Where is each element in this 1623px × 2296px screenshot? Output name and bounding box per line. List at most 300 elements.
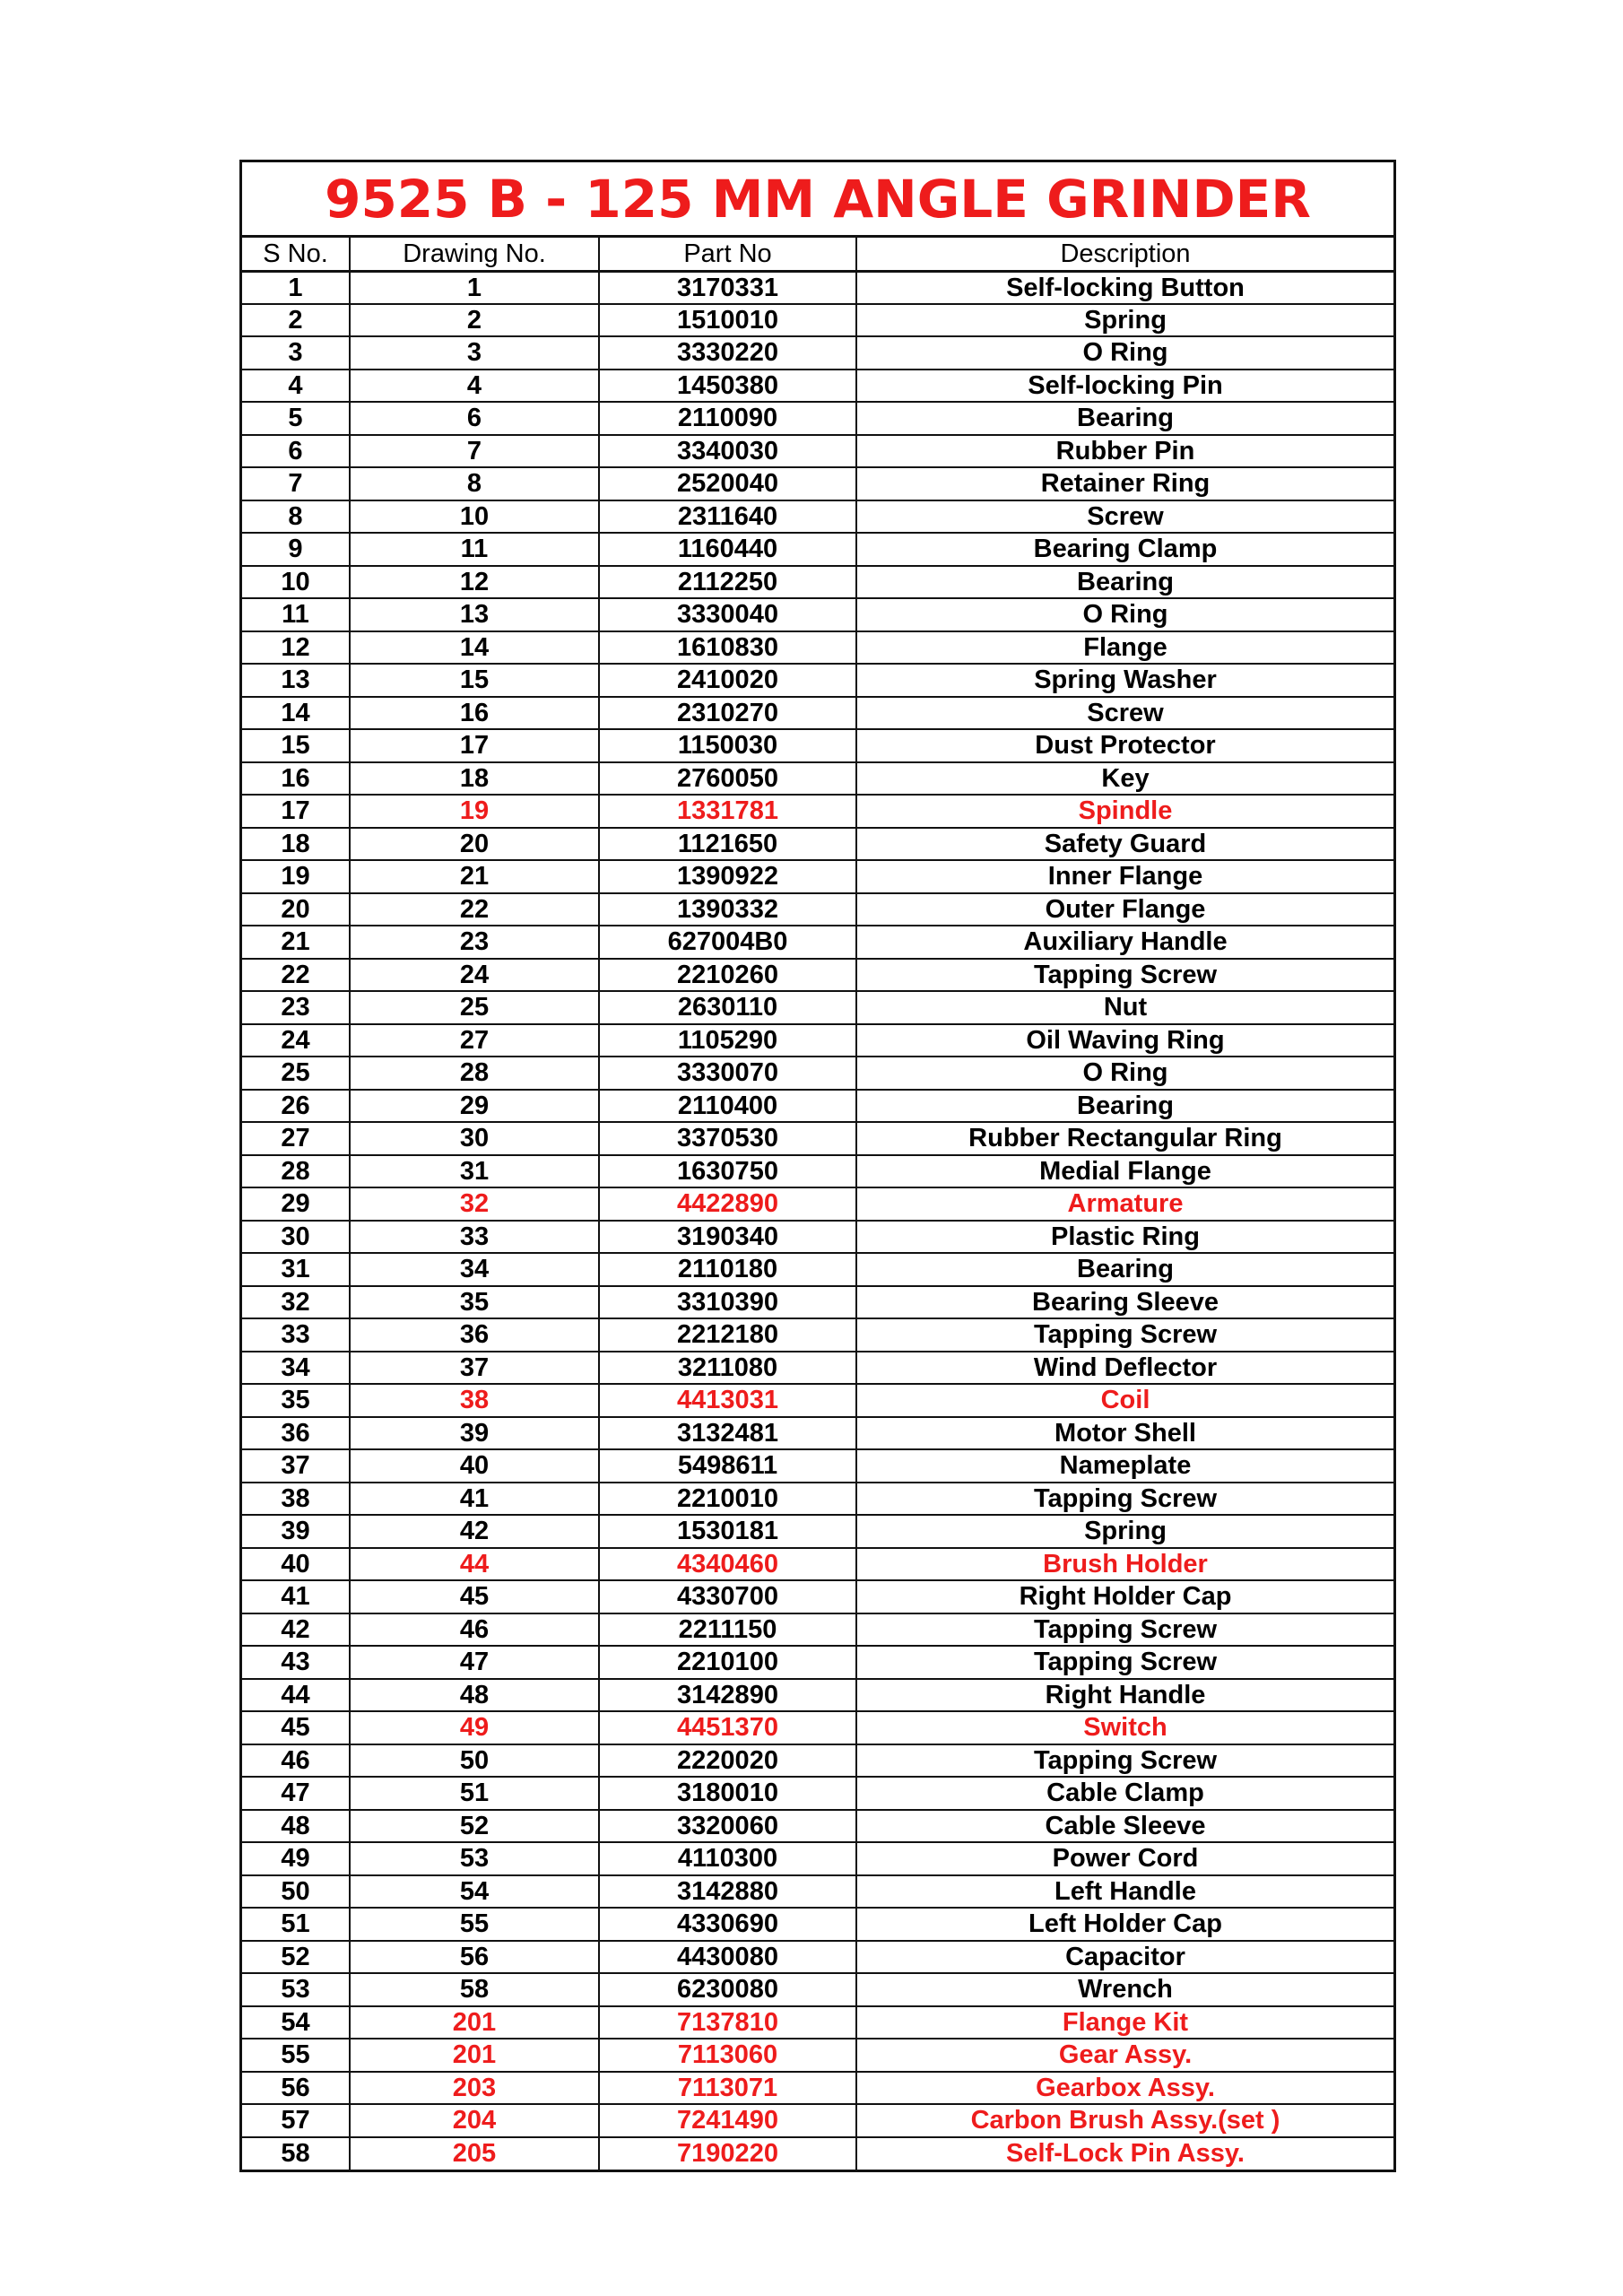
- cell-sno: 7: [242, 467, 350, 500]
- cell-sno: 15: [242, 729, 350, 762]
- cell-sno: 45: [242, 1711, 350, 1744]
- cell-sno: 21: [242, 926, 350, 959]
- cell-drawing-no: 11: [350, 533, 599, 566]
- cell-sno: 54: [242, 2006, 350, 2039]
- cell-drawing-no: 41: [350, 1483, 599, 1516]
- cell-sno: 13: [242, 664, 350, 697]
- cell-drawing-no: 47: [350, 1646, 599, 1679]
- cell-drawing-no: 36: [350, 1318, 599, 1352]
- table-row: [242, 500, 1393, 534]
- cell-sno: 6: [242, 435, 350, 468]
- table-row: [242, 893, 1393, 926]
- cell-drawing-no: 54: [350, 1875, 599, 1909]
- cell-part-no: 2110090: [599, 402, 856, 435]
- table-row: [242, 1875, 1393, 1909]
- cell-sno: 26: [242, 1090, 350, 1123]
- table-row: [242, 1973, 1393, 2006]
- table-row: [242, 1941, 1393, 1974]
- cell-drawing-no: 17: [350, 729, 599, 762]
- cell-part-no: 1630750: [599, 1155, 856, 1188]
- cell-drawing-no: 29: [350, 1090, 599, 1123]
- cell-sno: 10: [242, 566, 350, 599]
- cell-sno: 49: [242, 1842, 350, 1875]
- cell-sno: 5: [242, 402, 350, 435]
- table-row: [242, 860, 1393, 893]
- cell-description: Dust Protector: [856, 729, 1393, 762]
- cell-description: Retainer Ring: [856, 467, 1393, 500]
- cell-description: Medial Flange: [856, 1155, 1393, 1188]
- cell-part-no: 4413031: [599, 1384, 856, 1417]
- cell-part-no: 7113060: [599, 2039, 856, 2072]
- cell-drawing-no: 1: [350, 271, 599, 304]
- cell-sno: 14: [242, 697, 350, 730]
- cell-part-no: 4330690: [599, 1908, 856, 1941]
- cell-sno: 3: [242, 336, 350, 370]
- cell-part-no: 2210100: [599, 1646, 856, 1679]
- table-row: [242, 1548, 1393, 1581]
- cell-description: Bearing Sleeve: [856, 1286, 1393, 1319]
- cell-part-no: 2211150: [599, 1613, 856, 1647]
- cell-sno: 31: [242, 1253, 350, 1286]
- cell-part-no: 4451370: [599, 1711, 856, 1744]
- cell-sno: 9: [242, 533, 350, 566]
- cell-drawing-no: 10: [350, 500, 599, 534]
- table-row: [242, 631, 1393, 665]
- cell-sno: 30: [242, 1221, 350, 1254]
- cell-part-no: 3180010: [599, 1777, 856, 1810]
- cell-part-no: 4330700: [599, 1580, 856, 1613]
- cell-description: Switch: [856, 1711, 1393, 1744]
- table-row: [242, 762, 1393, 796]
- table-row: [242, 1187, 1393, 1221]
- cell-sno: 24: [242, 1024, 350, 1057]
- column-header-part-no: Part No: [599, 238, 856, 271]
- cell-drawing-no: 44: [350, 1548, 599, 1581]
- cell-drawing-no: 28: [350, 1057, 599, 1090]
- cell-sno: 55: [242, 2039, 350, 2072]
- cell-sno: 52: [242, 1941, 350, 1974]
- cell-description: O Ring: [856, 336, 1393, 370]
- cell-sno: 20: [242, 893, 350, 926]
- cell-part-no: 2630110: [599, 991, 856, 1024]
- cell-drawing-no: 12: [350, 566, 599, 599]
- cell-part-no: 3142880: [599, 1875, 856, 1909]
- cell-description: Wrench: [856, 1973, 1393, 2006]
- cell-part-no: 1450380: [599, 370, 856, 403]
- table-row: [242, 795, 1393, 828]
- cell-drawing-no: 21: [350, 860, 599, 893]
- cell-part-no: 4422890: [599, 1187, 856, 1221]
- cell-drawing-no: 16: [350, 697, 599, 730]
- table-row: [242, 1384, 1393, 1417]
- cell-part-no: 2110400: [599, 1090, 856, 1123]
- cell-drawing-no: 40: [350, 1449, 599, 1483]
- cell-drawing-no: 58: [350, 1973, 599, 2006]
- cell-description: Right Handle: [856, 1679, 1393, 1712]
- cell-sno: 8: [242, 500, 350, 534]
- cell-drawing-no: 56: [350, 1941, 599, 1974]
- cell-sno: 35: [242, 1384, 350, 1417]
- parts-list-sheet: [239, 160, 1396, 2172]
- table-row: [242, 1318, 1393, 1352]
- cell-description: Tapping Screw: [856, 1318, 1393, 1352]
- cell-description: Spring: [856, 304, 1393, 337]
- table-row: [242, 1352, 1393, 1385]
- cell-sno: 40: [242, 1548, 350, 1581]
- cell-part-no: 7113071: [599, 2072, 856, 2105]
- cell-sno: 33: [242, 1318, 350, 1352]
- cell-part-no: 3132481: [599, 1417, 856, 1450]
- cell-sno: 38: [242, 1483, 350, 1516]
- cell-sno: 1: [242, 271, 350, 304]
- cell-description: Inner Flange: [856, 860, 1393, 893]
- cell-part-no: 1510010: [599, 304, 856, 337]
- cell-sno: 16: [242, 762, 350, 796]
- cell-part-no: 3340030: [599, 435, 856, 468]
- cell-description: Gear Assy.: [856, 2039, 1393, 2072]
- column-header-description: Description: [856, 238, 1393, 271]
- cell-drawing-no: 30: [350, 1122, 599, 1155]
- cell-sno: 46: [242, 1744, 350, 1778]
- table-row: [242, 1024, 1393, 1057]
- table-row: [242, 991, 1393, 1024]
- cell-drawing-no: 50: [350, 1744, 599, 1778]
- cell-sno: 56: [242, 2072, 350, 2105]
- cell-drawing-no: 49: [350, 1711, 599, 1744]
- cell-part-no: 1121650: [599, 828, 856, 861]
- table-row: [242, 729, 1393, 762]
- table-row: [242, 1908, 1393, 1941]
- cell-description: Gearbox Assy.: [856, 2072, 1393, 2105]
- cell-sno: 57: [242, 2104, 350, 2137]
- cell-description: Safety Guard: [856, 828, 1393, 861]
- cell-drawing-no: 7: [350, 435, 599, 468]
- cell-part-no: 3142890: [599, 1679, 856, 1712]
- cell-description: Brush Holder: [856, 1548, 1393, 1581]
- cell-drawing-no: 6: [350, 402, 599, 435]
- cell-drawing-no: 25: [350, 991, 599, 1024]
- cell-part-no: 3211080: [599, 1352, 856, 1385]
- cell-sno: 11: [242, 598, 350, 631]
- cell-description: Spring: [856, 1515, 1393, 1548]
- table-row: [242, 2072, 1393, 2105]
- table-row: [242, 336, 1393, 370]
- cell-description: Bearing: [856, 1090, 1393, 1123]
- cell-part-no: 3170331: [599, 271, 856, 304]
- cell-sno: 39: [242, 1515, 350, 1548]
- cell-part-no: 4110300: [599, 1842, 856, 1875]
- table-row: [242, 697, 1393, 730]
- cell-drawing-no: 52: [350, 1810, 599, 1843]
- cell-drawing-no: 27: [350, 1024, 599, 1057]
- cell-description: Bearing: [856, 402, 1393, 435]
- cell-description: Screw: [856, 500, 1393, 534]
- cell-description: O Ring: [856, 598, 1393, 631]
- table-row: [242, 1221, 1393, 1254]
- cell-description: Capacitor: [856, 1941, 1393, 1974]
- cell-sno: 42: [242, 1613, 350, 1647]
- cell-description: Motor Shell: [856, 1417, 1393, 1450]
- cell-part-no: 3320060: [599, 1810, 856, 1843]
- cell-sno: 41: [242, 1580, 350, 1613]
- cell-sno: 44: [242, 1679, 350, 1712]
- cell-part-no: 3330220: [599, 336, 856, 370]
- cell-drawing-no: 8: [350, 467, 599, 500]
- table-row: [242, 435, 1393, 468]
- cell-description: O Ring: [856, 1057, 1393, 1090]
- cell-sno: 17: [242, 795, 350, 828]
- cell-part-no: 2212180: [599, 1318, 856, 1352]
- cell-drawing-no: 38: [350, 1384, 599, 1417]
- table-row: [242, 467, 1393, 500]
- cell-part-no: 1390332: [599, 893, 856, 926]
- cell-drawing-no: 18: [350, 762, 599, 796]
- table-row: [242, 1777, 1393, 1810]
- cell-drawing-no: 3: [350, 336, 599, 370]
- table-row: [242, 926, 1393, 959]
- cell-part-no: 1105290: [599, 1024, 856, 1057]
- cell-sno: 4: [242, 370, 350, 403]
- cell-part-no: 3370530: [599, 1122, 856, 1155]
- cell-drawing-no: 24: [350, 959, 599, 992]
- cell-part-no: 3190340: [599, 1221, 856, 1254]
- cell-part-no: 3330040: [599, 598, 856, 631]
- cell-drawing-no: 46: [350, 1613, 599, 1647]
- cell-sno: 19: [242, 860, 350, 893]
- cell-part-no: 2410020: [599, 664, 856, 697]
- cell-drawing-no: 35: [350, 1286, 599, 1319]
- cell-drawing-no: 31: [350, 1155, 599, 1188]
- cell-part-no: 1160440: [599, 533, 856, 566]
- cell-description: Bearing: [856, 1253, 1393, 1286]
- table-row: [242, 1810, 1393, 1843]
- cell-description: Flange Kit: [856, 2006, 1393, 2039]
- table-row: [242, 1744, 1393, 1778]
- cell-description: Self-locking Pin: [856, 370, 1393, 403]
- cell-description: Screw: [856, 697, 1393, 730]
- title-row: [242, 162, 1393, 238]
- cell-part-no: 627004B0: [599, 926, 856, 959]
- cell-drawing-no: 39: [350, 1417, 599, 1450]
- table-row: [242, 1580, 1393, 1613]
- cell-description: Auxiliary Handle: [856, 926, 1393, 959]
- table-row: [242, 959, 1393, 992]
- cell-drawing-no: 201: [350, 2039, 599, 2072]
- cell-sno: 12: [242, 631, 350, 665]
- cell-description: Spring Washer: [856, 664, 1393, 697]
- table-row: [242, 1646, 1393, 1679]
- cell-part-no: 1331781: [599, 795, 856, 828]
- cell-sno: 18: [242, 828, 350, 861]
- cell-part-no: 7137810: [599, 2006, 856, 2039]
- cell-sno: 25: [242, 1057, 350, 1090]
- cell-description: Left Handle: [856, 1875, 1393, 1909]
- cell-part-no: 2311640: [599, 500, 856, 534]
- column-header-drawing-no: Drawing No.: [350, 238, 599, 271]
- cell-part-no: 2520040: [599, 467, 856, 500]
- cell-sno: 29: [242, 1187, 350, 1221]
- table-row: [242, 1122, 1393, 1155]
- cell-part-no: 2220020: [599, 1744, 856, 1778]
- cell-description: Rubber Pin: [856, 435, 1393, 468]
- cell-drawing-no: 204: [350, 2104, 599, 2137]
- cell-description: Tapping Screw: [856, 959, 1393, 992]
- table-row: [242, 828, 1393, 861]
- cell-part-no: 7241490: [599, 2104, 856, 2137]
- table-row: [242, 1483, 1393, 1516]
- cell-sno: 28: [242, 1155, 350, 1188]
- table-row: [242, 2039, 1393, 2072]
- cell-sno: 48: [242, 1810, 350, 1843]
- cell-drawing-no: 201: [350, 2006, 599, 2039]
- cell-drawing-no: 48: [350, 1679, 599, 1712]
- cell-part-no: 4430080: [599, 1941, 856, 1974]
- cell-description: Wind Deflector: [856, 1352, 1393, 1385]
- cell-description: Power Cord: [856, 1842, 1393, 1875]
- cell-sno: 34: [242, 1352, 350, 1385]
- cell-sno: 23: [242, 991, 350, 1024]
- cell-sno: 32: [242, 1286, 350, 1319]
- cell-description: Rubber Rectangular Ring: [856, 1122, 1393, 1155]
- cell-sno: 47: [242, 1777, 350, 1810]
- cell-description: Coil: [856, 1384, 1393, 1417]
- cell-part-no: 2210260: [599, 959, 856, 992]
- cell-description: Plastic Ring: [856, 1221, 1393, 1254]
- table-row: [242, 2137, 1393, 2170]
- cell-drawing-no: 33: [350, 1221, 599, 1254]
- table-row: [242, 1057, 1393, 1090]
- table-row: [242, 1711, 1393, 1744]
- cell-part-no: 1610830: [599, 631, 856, 665]
- table-row: [242, 533, 1393, 566]
- cell-part-no: 7190220: [599, 2137, 856, 2170]
- table-row: [242, 1613, 1393, 1647]
- cell-sno: 36: [242, 1417, 350, 1450]
- cell-description: Tapping Screw: [856, 1744, 1393, 1778]
- cell-part-no: 1390922: [599, 860, 856, 893]
- cell-description: Self-Lock Pin Assy.: [856, 2137, 1393, 2170]
- table-row: [242, 402, 1393, 435]
- cell-drawing-no: 37: [350, 1352, 599, 1385]
- cell-sno: 53: [242, 1973, 350, 2006]
- cell-part-no: 2110180: [599, 1253, 856, 1286]
- cell-part-no: 2210010: [599, 1483, 856, 1516]
- cell-part-no: 5498611: [599, 1449, 856, 1483]
- cell-part-no: 3330070: [599, 1057, 856, 1090]
- cell-description: Key: [856, 762, 1393, 796]
- table-row: [242, 304, 1393, 337]
- cell-drawing-no: 205: [350, 2137, 599, 2170]
- cell-part-no: 6230080: [599, 1973, 856, 2006]
- column-header-sno: S No.: [242, 238, 350, 271]
- cell-description: Tapping Screw: [856, 1646, 1393, 1679]
- table-row: [242, 1253, 1393, 1286]
- table-row: [242, 1515, 1393, 1548]
- cell-description: Self-locking Button: [856, 271, 1393, 304]
- cell-description: Cable Sleeve: [856, 1810, 1393, 1843]
- cell-drawing-no: 13: [350, 598, 599, 631]
- cell-drawing-no: 55: [350, 1908, 599, 1941]
- cell-part-no: 2760050: [599, 762, 856, 796]
- table-row: [242, 271, 1393, 304]
- cell-description: Cable Clamp: [856, 1777, 1393, 1810]
- cell-description: Bearing: [856, 566, 1393, 599]
- cell-drawing-no: 32: [350, 1187, 599, 1221]
- cell-drawing-no: 203: [350, 2072, 599, 2105]
- cell-drawing-no: 20: [350, 828, 599, 861]
- table-body: [242, 271, 1393, 2170]
- cell-drawing-no: 15: [350, 664, 599, 697]
- cell-sno: 58: [281, 2139, 310, 2169]
- table-row: [242, 1842, 1393, 1875]
- cell-description: Armature: [856, 1187, 1393, 1221]
- cell-description: Nut: [856, 991, 1393, 1024]
- cell-part-no: 2112250: [599, 566, 856, 599]
- parts-table: [242, 238, 1393, 2170]
- table-row: [242, 1449, 1393, 1483]
- table-row: [242, 1417, 1393, 1450]
- table-row: [242, 2104, 1393, 2137]
- cell-description: Bearing Clamp: [856, 533, 1393, 566]
- cell-description: Nameplate: [856, 1449, 1393, 1483]
- table-row: [242, 1090, 1393, 1123]
- cell-description: Right Holder Cap: [856, 1580, 1393, 1613]
- cell-drawing-no: 53: [350, 1842, 599, 1875]
- cell-sno: 37: [242, 1449, 350, 1483]
- cell-sno: 50: [242, 1875, 350, 1909]
- page-title: 9525 B - 125 MM ANGLE GRINDER: [325, 168, 1311, 230]
- cell-description: Left Holder Cap: [856, 1908, 1393, 1941]
- cell-description: Tapping Screw: [856, 1483, 1393, 1516]
- cell-drawing-no: 45: [350, 1580, 599, 1613]
- cell-description: Flange: [856, 631, 1393, 665]
- cell-drawing-no: 19: [350, 795, 599, 828]
- table-row: [242, 598, 1393, 631]
- table-row: [242, 2006, 1393, 2039]
- cell-description: Outer Flange: [856, 893, 1393, 926]
- cell-part-no: 4340460: [599, 1548, 856, 1581]
- cell-drawing-no: 34: [350, 1253, 599, 1286]
- cell-sno: 51: [242, 1908, 350, 1941]
- table-row: [242, 370, 1393, 403]
- cell-description: Spindle: [856, 795, 1393, 828]
- table-row: [242, 1679, 1393, 1712]
- cell-drawing-no: 4: [350, 370, 599, 403]
- cell-part-no: 2310270: [599, 697, 856, 730]
- cell-description: Tapping Screw: [856, 1613, 1393, 1647]
- cell-part-no: 1530181: [599, 1515, 856, 1548]
- cell-drawing-no: 42: [350, 1515, 599, 1548]
- table-row: [242, 1286, 1393, 1319]
- cell-sno: 22: [242, 959, 350, 992]
- table-row: [242, 664, 1393, 697]
- table-header-row: [242, 238, 1393, 271]
- cell-sno: 2: [242, 304, 350, 337]
- cell-drawing-no: 2: [350, 304, 599, 337]
- table-row: [242, 566, 1393, 599]
- cell-drawing-no: 51: [350, 1777, 599, 1810]
- cell-drawing-no: 22: [350, 893, 599, 926]
- cell-part-no: 3310390: [599, 1286, 856, 1319]
- cell-sno: 27: [242, 1122, 350, 1155]
- cell-description: Carbon Brush Assy.(set ): [856, 2104, 1393, 2137]
- cell-drawing-no: 14: [350, 631, 599, 665]
- cell-drawing-no: 23: [350, 926, 599, 959]
- cell-description: Oil Waving Ring: [856, 1024, 1393, 1057]
- cell-sno: 43: [242, 1646, 350, 1679]
- table-row: [242, 1155, 1393, 1188]
- cell-part-no: 1150030: [599, 729, 856, 762]
